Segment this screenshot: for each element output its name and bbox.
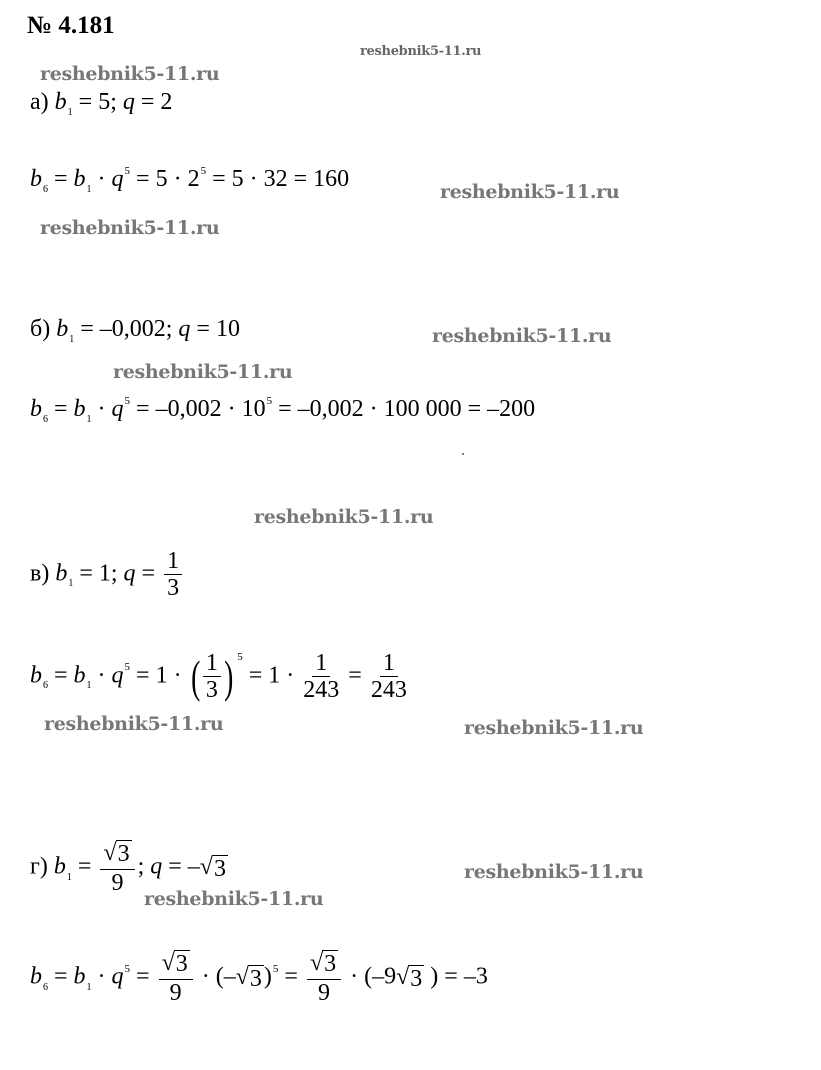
watermark: reshebnik5-11.ru	[464, 717, 644, 739]
part-a-condition: а) $b_1 = 5$; q = 2	[30, 89, 173, 118]
part-g-solution: $b_6 = b_1 \cdot q^5$ = √ 3 9 · (– √ 3 )$^5$ = √ 3 9 · (–9 √ 3 ) = –3	[30, 950, 488, 1006]
part-v-solution: $b_6 = b_1 \cdot q^5 = 1$ · ( $\frac{1}{3}$ ) $^5$ = 1 · $\frac{1}{243}$ = $\frac{1}{243}$	[30, 650, 407, 704]
right-paren: )	[223, 650, 234, 702]
fraction: $\frac{1}{243}$	[370, 650, 407, 704]
part-label: в)	[30, 560, 50, 587]
sqrt: √ 3	[161, 950, 188, 977]
watermark: reshebnik5-11.ru	[40, 217, 220, 239]
problem-number: № 4.181	[27, 12, 115, 39]
watermark: reshebnik5-11.ru	[360, 44, 482, 59]
part-a-solution: $b_6 = b_1 \cdot q^5 = 5 \cdot 2^5 = 5 \cdot 32 = 160$	[30, 165, 350, 195]
part-label: г)	[30, 853, 48, 880]
fraction: $\frac{1}{3}$	[203, 650, 221, 704]
fraction: √ 3 9	[307, 950, 341, 1006]
watermark: reshebnik5-11.ru	[440, 181, 620, 203]
sqrt: √ 3	[309, 950, 337, 977]
part-g-condition: г) $b_1$ = √ 3 9 ; q = – √ 3	[30, 840, 226, 896]
watermark: reshebnik5-11.ru	[254, 506, 434, 528]
watermark: reshebnik5-11.ru	[432, 325, 612, 347]
watermark: reshebnik5-11.ru	[464, 861, 644, 883]
sqrt: √ 3	[103, 840, 130, 867]
sqrt: √ 3	[235, 963, 262, 992]
fraction: $\frac{1}{243}$	[303, 650, 340, 704]
fraction: √ 3 9	[100, 840, 134, 896]
part-v-condition: в) $b_1 = 1$; q = $\frac{1}{3}$	[30, 548, 185, 602]
part-label: б)	[30, 316, 51, 342]
watermark: reshebnik5-11.ru	[40, 63, 220, 85]
watermark: reshebnik5-11.ru	[113, 361, 293, 383]
fraction: $\frac{1}{3}$	[164, 548, 182, 602]
part-label: а)	[30, 89, 49, 115]
sqrt: √ 3	[396, 963, 423, 992]
fraction: √ 3 9	[159, 950, 193, 1006]
watermark: reshebnik5-11.ru	[44, 713, 224, 735]
sqrt: √ 3	[199, 853, 226, 882]
stray-dot	[462, 453, 464, 455]
left-paren: (	[190, 650, 200, 702]
part-b-condition: б) $b_1 = -0,002$; q = 10	[30, 316, 240, 345]
part-b-solution: $b_6 = b_1 \cdot q^5 = -0,002 \cdot 10^5 = -0,002 \cdot 100$ 000 = –200	[30, 395, 536, 425]
watermark: reshebnik5-11.ru	[144, 888, 324, 910]
